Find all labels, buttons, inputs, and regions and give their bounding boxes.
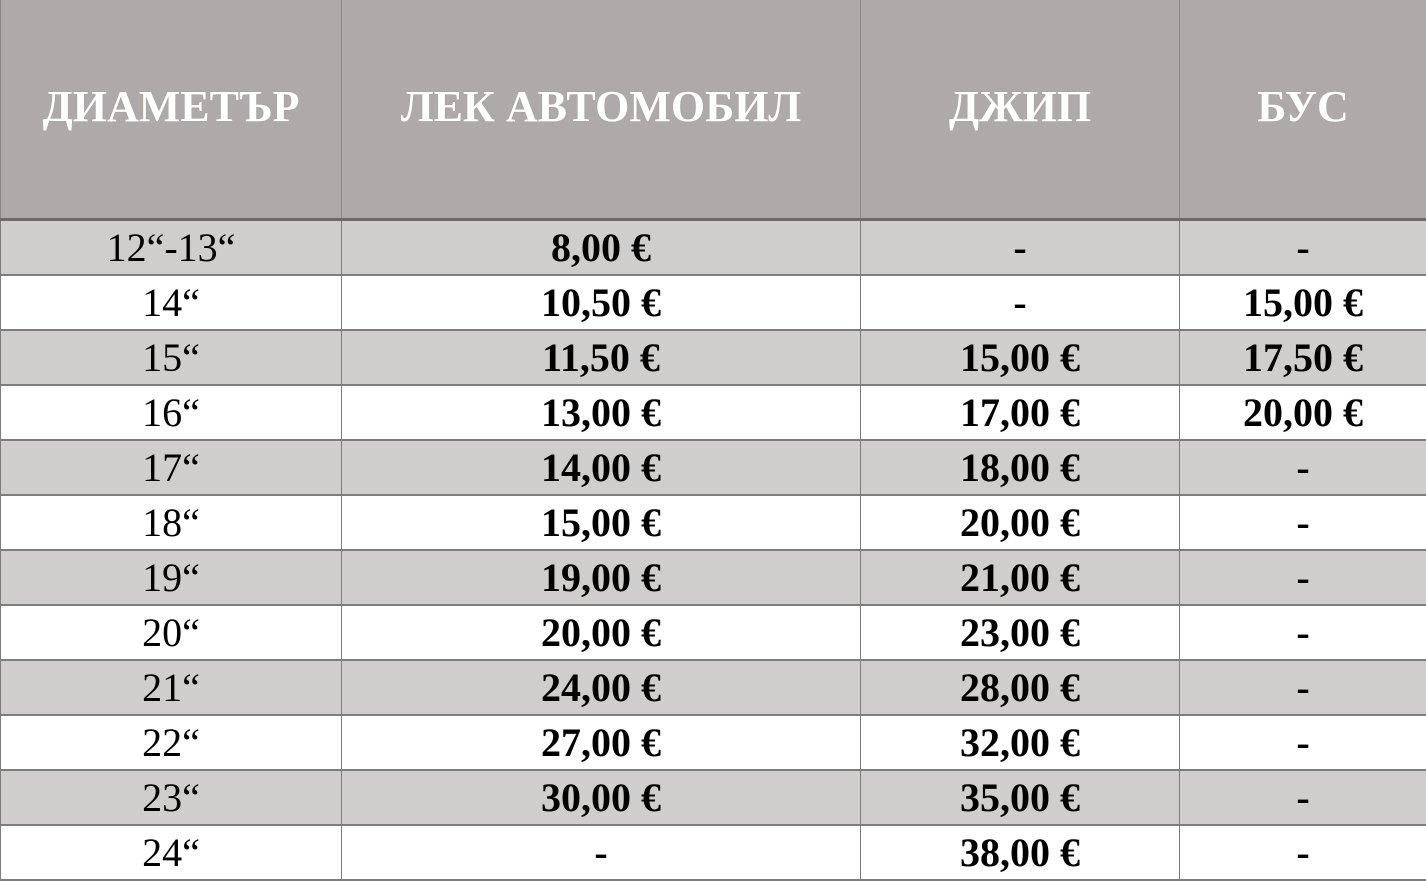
cell-van-price: - <box>1180 715 1426 770</box>
cell-van-price: - <box>1180 550 1426 605</box>
cell-passenger-car-price: 24,00 € <box>342 660 861 715</box>
table-row <box>1 220 1426 276</box>
cell-passenger-car-price: 15,00 € <box>342 495 861 550</box>
cell-van-price: 15,00 € <box>1180 275 1426 330</box>
header-row <box>1 0 1426 220</box>
table-row <box>1 495 1426 550</box>
cell-jeep-price: 15,00 € <box>861 330 1180 385</box>
table-row <box>1 660 1426 715</box>
cell-diameter: 17“ <box>1 440 342 495</box>
cell-jeep-price: 28,00 € <box>861 660 1180 715</box>
cell-passenger-car-price: 11,50 € <box>342 330 861 385</box>
table-row <box>1 275 1426 330</box>
header-diameter: ДИАМЕТЪР <box>1 0 342 220</box>
cell-van-price: - <box>1180 825 1426 880</box>
cell-jeep-price: 35,00 € <box>861 770 1180 825</box>
cell-van-price: - <box>1180 770 1426 825</box>
cell-passenger-car-price: 14,00 € <box>342 440 861 495</box>
cell-van-price: - <box>1180 440 1426 495</box>
cell-jeep-price: 32,00 € <box>861 715 1180 770</box>
cell-passenger-car-price: 13,00 € <box>342 385 861 440</box>
cell-jeep-price: 20,00 € <box>861 495 1180 550</box>
cell-van-price: 20,00 € <box>1180 385 1426 440</box>
table-row <box>1 385 1426 440</box>
table-row <box>1 825 1426 880</box>
cell-diameter: 24“ <box>1 825 342 880</box>
cell-van-price: - <box>1180 220 1426 276</box>
table-row <box>1 440 1426 495</box>
cell-van-price: - <box>1180 495 1426 550</box>
table-row <box>1 330 1426 385</box>
cell-jeep-price: 17,00 € <box>861 385 1180 440</box>
cell-jeep-price: 18,00 € <box>861 440 1180 495</box>
cell-passenger-car-price: - <box>342 825 861 880</box>
cell-passenger-car-price: 8,00 € <box>342 220 861 276</box>
cell-diameter: 16“ <box>1 385 342 440</box>
cell-diameter: 18“ <box>1 495 342 550</box>
header-van: БУС <box>1180 0 1426 220</box>
table-row <box>1 550 1426 605</box>
cell-van-price: - <box>1180 605 1426 660</box>
cell-passenger-car-price: 19,00 € <box>342 550 861 605</box>
cell-diameter: 22“ <box>1 715 342 770</box>
cell-diameter: 23“ <box>1 770 342 825</box>
cell-passenger-car-price: 20,00 € <box>342 605 861 660</box>
cell-passenger-car-price: 27,00 € <box>342 715 861 770</box>
cell-jeep-price: - <box>861 275 1180 330</box>
table-row <box>1 605 1426 660</box>
header-passenger-car: ЛЕК АВТОМОБИЛ <box>342 0 861 220</box>
cell-jeep-price: 23,00 € <box>861 605 1180 660</box>
cell-diameter: 15“ <box>1 330 342 385</box>
cell-diameter: 14“ <box>1 275 342 330</box>
cell-jeep-price: 38,00 € <box>861 825 1180 880</box>
cell-diameter: 12“-13“ <box>1 220 342 276</box>
cell-jeep-price: 21,00 € <box>861 550 1180 605</box>
cell-passenger-car-price: 30,00 € <box>342 770 861 825</box>
header-jeep: ДЖИП <box>861 0 1180 220</box>
cell-diameter: 19“ <box>1 550 342 605</box>
table-row <box>1 715 1426 770</box>
cell-van-price: 17,50 € <box>1180 330 1426 385</box>
cell-jeep-price: - <box>861 220 1180 276</box>
table-row <box>1 770 1426 825</box>
cell-diameter: 21“ <box>1 660 342 715</box>
cell-passenger-car-price: 10,50 € <box>342 275 861 330</box>
cell-diameter: 20“ <box>1 605 342 660</box>
cell-van-price: - <box>1180 660 1426 715</box>
